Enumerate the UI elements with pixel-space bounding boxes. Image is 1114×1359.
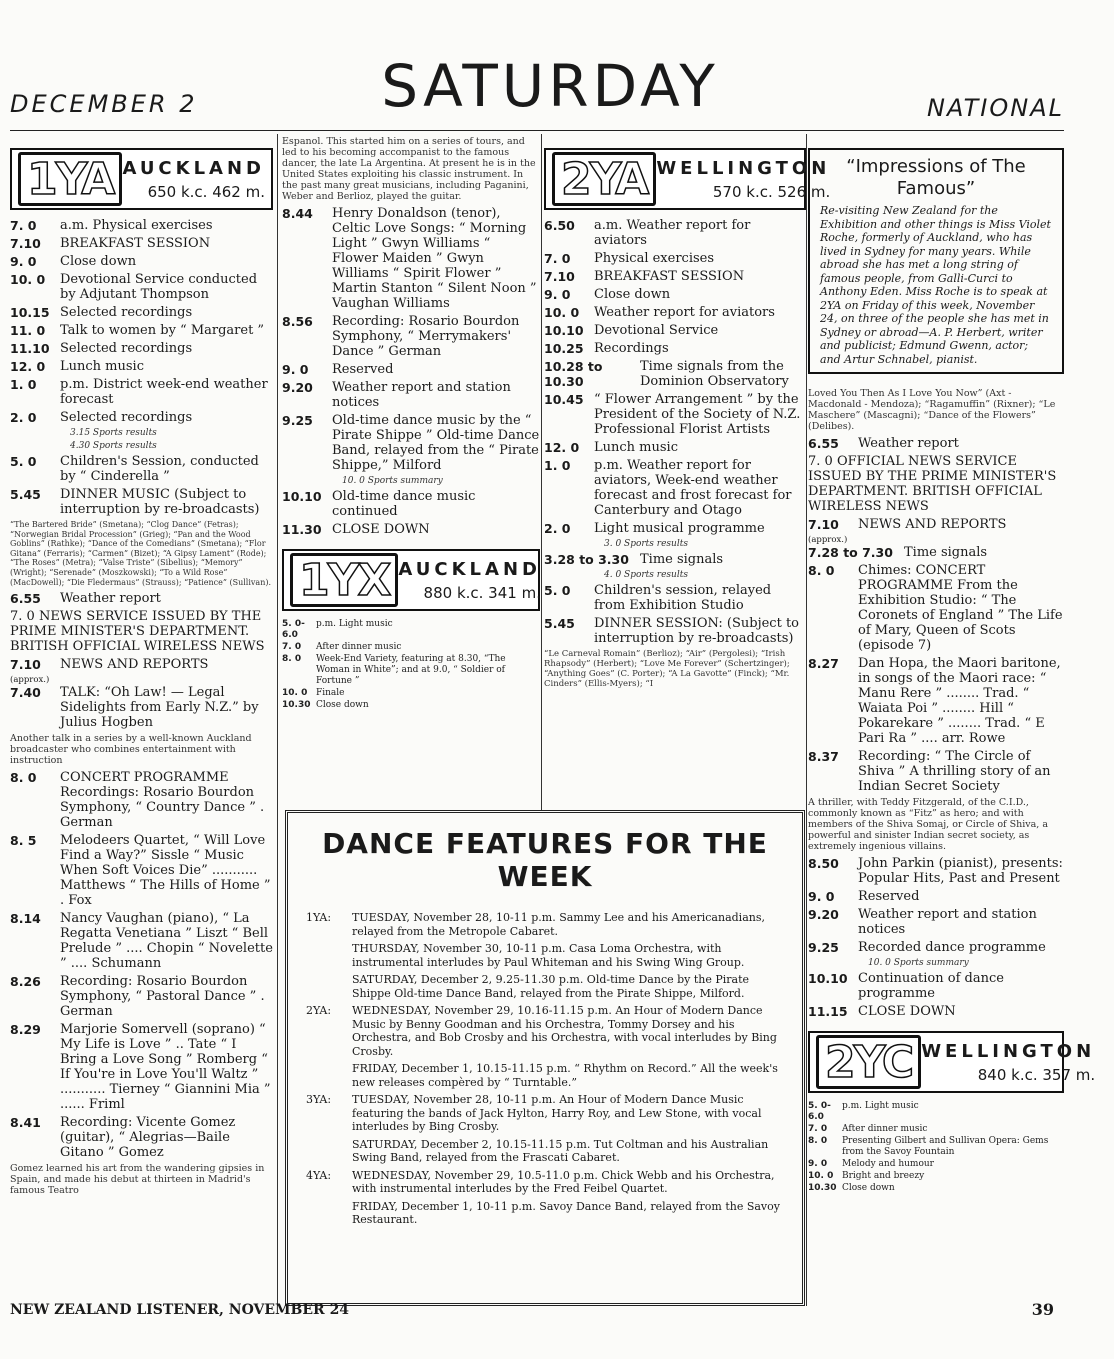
programme-item [544,616,806,646]
sub-item: 10. 0 Sports summary [868,958,969,968]
programme-description: “ Flower Arrangement ” by the President of the Society of N.Z. Professional Florist Artists [594,392,801,437]
programme-time: 9. 0 [544,287,571,302]
programme-description: Time signals from the Dominion Observatory [640,359,789,389]
programme-list [808,971,1064,1019]
programme-description: BREAKFAST SESSION [60,236,211,251]
programme-description: CONCERT PROGRAMME Recordings: Rosario Bourdon Symphony, “ Country Dance ” . German [60,770,265,831]
programme-item [282,522,540,537]
programme-description: Recording: Rosario Bourdon Symphony, “ Pastoral Dance ” . German [60,974,265,1020]
dance-description: FRIDAY, December 1, 10-11 p.m. Savoy Dance Band, relayed from the Savoy Restaurant. [352,1199,780,1226]
programme-list [282,206,540,473]
programme-item [10,1022,273,1112]
programme-description: Selected recordings [60,341,193,356]
programme-time: 2. 0 [544,521,571,536]
page-number: 39 [1031,1300,1054,1319]
programme-description: Children's Session, conducted by “ Cinderella ” [60,454,259,484]
programme-item [808,656,1064,746]
programme-description: a.m. Weather report for aviators [594,218,751,248]
dance-feature-entry [306,1062,784,1089]
programme-description: Recorded dance programme [858,940,1046,955]
programme-description: Close down [594,287,671,302]
programme-item [10,591,273,606]
dance-station [306,1138,352,1165]
programme-item [808,1124,1064,1135]
sub-item: 3. 0 Sports results [604,539,688,549]
programme-list [282,489,540,537]
programme-item [10,272,273,302]
programme-description: Close down [842,1183,895,1193]
programme-time: 1. 0 [544,458,571,473]
column-divider [277,134,278,1306]
programme-time: 5. 0-6.0 [282,619,305,640]
dance-feature-entry [306,911,784,938]
dance-description: WEDNESDAY, November 29, 10.16-11.15 p.m. An Hour of Modern Dance Music by Benny Goodman and his Orchestra, Tommy Dorsey and his Orchestra, and Bob Crosby and his Orchestra, with vocal interludes by Bing Crosby. [352,1004,777,1058]
programme-item [282,380,540,410]
programme-description: Marjorie Somervell (soprano) “ My Life is Love ” .. Tate “ I Bring a Love Song ” Romberg “ If You're in Love You'll Waltz ” ........... Tierney “ Giannini Mia ” ...... Friml [60,1022,271,1113]
programme-description: Lunch music [594,440,678,455]
dance-description: THURSDAY, November 30, 10-11 p.m. Casa Loma Orchestra, with instrumental interludes by Paul Whiteman and his Swing Wing Group. [352,942,745,969]
dance-description: SATURDAY, December 2, 9.25-11.30 p.m. Old-time Dance by the Pirate Shippe Old-time Dance Band, relayed from the Pirate Shippe, Milford. [352,973,750,1000]
dance-station [306,1200,352,1227]
programme-description: Dan Hopa, the Maori baritone, in songs of the Maori race: “ Manu Rere ” ........ Trad. “ Waiata Poi ” ........ Hill “ Pokarekare ” ........ Trad. “ E Pari Ra ” .... arr. Rowe [858,656,1061,746]
programme-time: 12. 0 [544,440,580,455]
programme-list [282,619,540,711]
programme-time: 11.10 [10,341,50,356]
programme-description: Finale [316,688,345,698]
dance-description: TUESDAY, November 28, 10-11 p.m. An Hour of Modern Dance Music featuring the bands of Jack Hylton, Harry Roy, and Lew Stone, with vocal interludes by Bing Crosby. [352,1093,762,1133]
programme-description: Melody and humour [842,1159,934,1169]
programme-item [282,654,540,687]
programme-item [808,517,1064,532]
programme-description: Devotional Service conducted by Adjutant Thompson [60,272,258,302]
dance-feature-entry [306,1200,784,1227]
dance-features-list [306,911,784,1227]
programme-item [10,487,273,517]
programme-item [808,971,1064,1001]
programme-item [10,770,273,830]
programme-item [10,218,273,233]
programme-list [10,770,273,1160]
programme-item [808,1183,1064,1194]
programme-item [544,287,806,302]
column-divider [541,134,542,810]
programme-time: 11.30 [282,522,322,537]
programme-time: 11. 0 [10,323,46,338]
station-frequency: 650 k.c. 462 m. [147,182,265,201]
programme-description: After dinner music [842,1124,928,1134]
programme-description: Lunch music [60,359,144,374]
programme-time: 12. 0 [10,359,46,374]
programme-description: NEWS AND REPORTS [858,517,1007,532]
dance-station [306,942,352,969]
programme-description: Weather report and station notices [858,907,1037,937]
programme-item [10,911,273,971]
programme-time: 8. 5 [10,833,37,849]
programme-time: 10.15 [10,305,50,320]
dance-feature-entry [306,973,784,1000]
approx-label: (approx.) [808,535,848,545]
programme-item [10,454,273,484]
sub-item: 3.15 Sports results [70,428,157,438]
programme-description: Melodeers Quartet, “ Will Love Find a Way?” Sissle “ Music When Soft Voices Die” ........... Matthews “ The Hills of Home ” . Fox [60,833,271,909]
day-heading: SATURDAY [381,52,719,120]
programme-description: a.m. Physical exercises [60,218,213,233]
station-banner-1yx [282,549,540,611]
programme-time: 5.45 [544,616,575,631]
programme-time: 6.55 [10,591,41,607]
top-rule [10,130,1064,131]
station-banner-1ya [10,148,273,210]
news-service: 7. 0 NEWS SERVICE ISSUED BY THE PRIME MINISTER'S DEPARTMENT. BRITISH OFFICIAL WIRELESS NEWS [10,609,265,655]
dance-description: TUESDAY, November 28, 10-11 p.m. Sammy Lee and his Americanadians, relayed from the Metropole Cabaret. [352,911,765,938]
programme-time: 8.41 [10,1115,41,1131]
programme-list [808,856,1064,955]
programme-time: 2. 0 [10,410,37,425]
dance-feature-entry [306,942,784,969]
programme-item [808,856,1064,886]
continued-note: Loved You Then As I Love You Now” (Axt - Macdonald - Mendoza); “Ragamuffin” (Rixner); “Le Maschere” (Mascagni); “Dance of the Flowers” (Delibes). [808,388,1056,432]
programme-list [10,591,273,606]
column-4 [808,136,1096,1195]
programme-item [808,1004,1064,1019]
programme-time: 10.45 [544,392,584,407]
programme-description: CLOSE DOWN [332,522,430,537]
programme-description: Recording: Vicente Gomez (guitar), “ Alegrias—Baile Gitano ” Gomez [60,1115,236,1161]
programme-item [10,410,273,425]
footer-publication: NEW ZEALAND LISTENER, NOVEMBER 24 [10,1302,350,1318]
programme-time: 7. 0 [282,642,302,652]
programme-time: 8.37 [808,749,839,764]
programme-description: Light musical programme [594,521,765,536]
programme-time: 5. 0 [544,583,571,598]
programme-description: CLOSE DOWN [858,1004,956,1019]
station-city: WELLINGTON [656,157,831,179]
programme-item [544,341,806,356]
programme-item [282,619,540,641]
programme-time: 7. 0 [10,218,37,233]
programme-description: Selected recordings [60,305,193,320]
programme-description: Talk to women by “ Margaret ” [60,323,265,338]
programme-time: 7. 0 [544,251,571,266]
programme-time: 10. 0 [10,272,46,287]
programme-description: Reserved [332,362,394,377]
programme-time: 8.56 [282,314,313,329]
programme-item [544,323,806,338]
programme-description: After dinner music [316,642,402,652]
column-divider [806,134,807,1306]
programme-item [808,1136,1064,1158]
programme-time: 10.10 [282,489,322,504]
programme-item [10,305,273,320]
programme-time: 10. 0 [544,305,580,320]
programme-time: 10. 0 [808,1171,834,1181]
programme-time: 7.10 [10,236,41,251]
programme-item [10,833,273,908]
programme-list [808,545,1064,794]
station-banner-2yc [808,1031,1096,1093]
programme-item [808,1171,1064,1182]
programme-item [808,1101,1064,1123]
programme-item [282,489,540,519]
dance-station: 1YA: [306,911,332,924]
programme-description: BREAKFAST SESSION [594,269,745,284]
dance-station [306,973,352,1000]
programme-time: 1. 0 [10,377,37,392]
programme-description: Recording: Rosario Bourdon Symphony, “ Merrymakers' Dance ” German [332,314,520,359]
column-2 [282,136,540,712]
station-frequency: 570 k.c. 526 m. [712,182,831,201]
programme-item [808,749,1064,794]
programme-time: 6.50 [544,218,575,233]
programme-item [544,305,806,320]
programme-time: 8.27 [808,656,839,671]
programme-description: Week-End Variety, featuring at 8.30, “The Woman in White”; and at 9.0, “ Soldier of Fortune ” [316,654,506,686]
programme-description: DINNER SESSION: (Subject to interruption by re-broadcasts) [594,616,799,646]
dance-features-title: DANCE FEATURES FOR THE WEEK [322,827,768,893]
gomez-note: Gomez learned his art from the wandering gipsies in Spain, and made his debut at thirteen in Madrid's famous Teatro [10,1163,265,1197]
programme-time: 11.15 [808,1004,848,1019]
dance-station: 4YA: [306,1168,332,1182]
programme-time: 7.28 to 7.30 [808,545,893,560]
programme-item [10,377,273,407]
programme-item [808,436,1064,451]
programme-time: 9.25 [282,413,313,428]
impressions-title: “Impressions of The Famous” [846,156,1026,199]
dinner-music-note: “Le Carneval Romain” (Berlioz); “Air” (Pergolesi); “Irish Rhapsody” (Herbert); “Love Me Forever” (Schertzinger); “Anything Goes” (C. Porter); “A La Gavotte” (Finck); “Mr. Cinders” (Ellis-Myers); “I [544,649,790,689]
dance-description: WEDNESDAY, November 29, 10.5-11.0 p.m. Chick Webb and his Orchestra, with instrumental interludes by the Fred Feibel Quartet. [352,1168,775,1195]
programme-time: 8.29 [10,1022,41,1038]
programme-item [544,359,806,389]
dance-station: 2YA: [306,1004,332,1017]
programme-time: 10.28 to 10.30 [544,359,603,389]
programme-description: Devotional Service [594,323,719,338]
programme-item [544,521,806,536]
programme-description: Children's session, relayed from Exhibition Studio [594,583,772,613]
programme-item [10,1115,273,1160]
programme-list [10,657,273,672]
programme-item [544,218,806,248]
programme-time: 8. 0 [808,563,835,578]
programme-time: 7.10 [544,269,575,284]
programme-item [808,889,1064,904]
programme-item [10,323,273,338]
news-service: 7. 0 OFFICIAL NEWS SERVICE ISSUED BY THE PRIME MINISTER'S DEPARTMENT. BRITISH OFFICIAL WIRELESS NEWS [808,454,1057,514]
approx-label: (approx.) [10,675,50,686]
programme-time: 8.50 [808,856,839,871]
station-frequency: 880 k.c. 341 m. [423,583,541,602]
programme-time: 9.25 [808,940,839,955]
column-1ya [10,136,273,1200]
programme-time: 10.10 [808,971,848,986]
sub-item: 4.30 Sports results [70,441,157,451]
talk-note: Another talk in a series by a well-known Auckland broadcaster who combines entertainment with instruction [10,733,252,767]
dance-feature-entry [306,1169,784,1196]
programme-time: 7.10 [808,517,839,532]
dance-description: FRIDAY, December 1, 10.15-11.15 p.m. “ Rhythm on Record.” All the week's new releases compèred by “ Turntable.” [352,1062,778,1089]
station-logo: 2YA [552,152,656,206]
programme-item [544,251,806,266]
dance-feature-entry [306,1093,784,1134]
station-logo: 1YA [18,152,122,206]
programme-item [808,1159,1064,1170]
programme-item [282,642,540,653]
programme-description: Weather report and station notices [332,380,511,410]
programme-time: 6.55 [808,436,839,451]
network-heading: NATIONAL [927,94,1064,122]
programme-time: 9.20 [282,380,313,395]
dance-features-box [285,810,805,1306]
programme-time: 7. 0 [808,1124,828,1134]
programme-item [544,269,806,284]
programme-time: 10.30 [282,700,311,710]
station-city: AUCKLAND [122,157,265,179]
programme-description: Time signals [904,545,988,560]
programme-description: TALK: “Oh Law! — Legal Sidelights from Early N.Z.” by Julius Hogben [60,685,259,731]
shiva-note: A thriller, with Teddy Fitzgerald, of the C.I.D., commonly known as “Fitz” as hero; and with members of the Shiva Somaj, or Circle of Shiva, a powerful and sinister Indian secret society, as extremely ingenious villains. [808,797,1048,852]
programme-list [808,1101,1064,1194]
programme-time: 9. 0 [808,1159,828,1169]
impressions-body: Re-visiting New Zealand for the Exhibition and other things is Miss Violet Roche, formerly of Auckland, who has lived in Sydney for many years. While abroad she has met a long string of famous people, from Galli-Curci to Anthony Eden. Miss Roche is to speak at 2YA on Friday of this week, November 24, on three of the people she has met in Sydney or abroad—A. P. Herbert, writer and publicist; Edmund Gwenn, actor; and Artur Schnabel, pianist. [820,204,1051,366]
programme-description: Time signals [640,552,724,567]
programme-description: Henry Donaldson (tenor), Celtic Love Songs: “ Morning Light ” Gwyn Williams “ Flower Maiden ” Gwyn Williams “ Spirit Flower ” Martin Stanton “ Silent Noon ” Vaughan Williams [332,206,537,311]
programme-item [10,974,273,1019]
programme-time: 9. 0 [10,254,37,269]
dance-feature-entry [306,1004,784,1058]
programme-time: 8.14 [10,911,41,927]
programme-item [282,362,540,377]
programme-item [282,206,540,311]
programme-description: Close down [316,700,369,710]
programme-description: NEWS AND REPORTS [60,657,209,673]
programme-time: 5. 0 [10,454,37,469]
programme-list [10,218,273,425]
programme-item [544,583,806,613]
programme-item [282,413,540,473]
programme-time: 9.20 [808,907,839,922]
programme-description: DINNER MUSIC (Subject to interruption by re-broadcasts) [60,487,260,517]
dance-station: 3YA: [306,1093,332,1106]
programme-description: Recording: “ The Circle of Shiva ” A thrilling story of an Indian Secret Society [858,749,1051,794]
programme-description: John Parkin (pianist), presents: Popular Hits, Past and Present [858,856,1063,886]
programme-time: 10.30 [808,1183,837,1193]
programme-item [544,458,806,518]
programme-item [10,657,273,672]
programme-time: 8. 0 [282,654,302,664]
station-city: AUCKLAND [398,558,541,580]
programme-description: Weather report [60,591,161,607]
programme-item [544,440,806,455]
programme-item [808,545,1064,560]
programme-item [808,563,1064,653]
programme-time: 9. 0 [282,362,309,377]
programme-description: Reserved [858,889,920,904]
station-logo: 1YX [290,553,398,607]
date-heading: DECEMBER 2 [10,90,198,118]
programme-item [282,700,540,711]
programme-list [544,583,806,646]
programme-list [544,552,806,567]
programme-description: Physical exercises [594,251,715,266]
station-city: WELLINGTON [921,1040,1096,1062]
programme-description: p.m. Weather report for aviators, Week-end weather forecast and frost forecast for Canterbury and Otago [594,458,792,518]
programme-item [10,236,273,251]
programme-list [808,436,1064,451]
programme-item [10,341,273,356]
programme-item [808,940,1064,955]
programme-item [282,688,540,699]
programme-item [10,685,273,730]
programme-description: Selected recordings [60,410,193,425]
programme-list [544,218,806,536]
programme-time: 8.26 [10,974,41,990]
programme-description: Old-time dance music continued [332,489,476,519]
programme-time: 10.10 [544,323,584,338]
programme-item [544,392,806,437]
programme-time: 7.10 [10,657,41,673]
sub-item: 4. 0 Sports results [604,570,688,580]
programme-item [808,907,1064,937]
programme-description: Weather report [858,436,959,451]
dance-feature-entry [306,1138,784,1165]
programme-item [10,359,273,374]
programme-description: Nancy Vaughan (piano), “ La Regatta Venetiana ” Liszt “ Bell Prelude ” .... Chopin “ Novelette ” .... Schumann [60,911,273,972]
programme-time: 8. 0 [10,770,37,786]
dinner-music-note: “The Bartered Bride” (Smetana); “Clog Dance” (Fetras); “Norwegian Bridal Procession” (Grieg); “Pan and the Wood Goblins” (Rathke); “Dance of the Comedians” (Smetana); “Flor Gitana” (Ferraris); “Carmen” (Bizet); “A Gipsy Lament” (Rode); “The Roses” (Metra); “Valse Triste” (Sibelius); “Memory” (Wright); “Serenade” (Moszkowski); “To a Wild Rose” (MacDowell); “Die Fledermaus” (Strauss); “Patience” (Sullivan). [10,520,272,587]
programme-list [10,685,273,730]
station-logo: 2YC [816,1035,921,1089]
programme-description: Chimes: CONCERT PROGRAMME From the Exhibition Studio: “ The Coronets of England ” The Life of Mary, Queen of Scots (episode 7) [858,563,1063,653]
sub-item: 10. 0 Sports summary [342,476,443,486]
programme-description: Bright and breezy [842,1171,925,1181]
programme-description: Weather report for aviators [594,305,775,320]
station-frequency: 840 k.c. 357 m. [977,1065,1096,1084]
programme-item [544,552,806,567]
programme-time: 9. 0 [808,889,835,904]
programme-description: p.m. District week-end weather forecast [60,377,268,407]
programme-time: 3.28 to 3.30 [544,552,629,567]
programme-time: 10. 0 [282,688,308,698]
programme-time: 8.44 [282,206,313,221]
continued-note: Espanol. This started him on a series of tours, and led to his becoming accompanist to the famous dancer, the late La Argentina. At present he is in the United States exploiting his classic instrument. In the past many great musicians, including Paganini, Weber and Berlioz, played the guitar. [282,136,536,202]
programme-description: Presenting Gilbert and Sullivan Opera: Gems from the Savoy Fountain [842,1136,1049,1157]
programme-time: 8. 0 [808,1136,828,1146]
programme-description: Close down [60,254,137,269]
programme-time: 5.45 [10,487,41,502]
programme-time: 7.40 [10,685,41,701]
programme-description: p.m. Light music [316,619,393,629]
programme-item [282,314,540,359]
station-banner-2ya [544,148,831,210]
programme-description: Recordings [594,341,669,356]
programme-list [808,517,1064,532]
dance-description: SATURDAY, December 2, 10.15-11.15 p.m. Tut Coltman and his Australian Swing Band, relayed from the Frascati Cabaret. [352,1137,769,1164]
programme-item [10,254,273,269]
programme-description: Old-time dance music by the “ Pirate Shippe ” Old-time Dance Band, relayed from the “ Pirate Shippe,” Milford [332,413,540,473]
dance-station [306,1062,352,1089]
programme-description: p.m. Light music [842,1101,919,1111]
programme-time: 10.25 [544,341,584,356]
programme-list [10,454,273,517]
impressions-box [808,148,1064,374]
programme-description: Continuation of dance programme [858,971,1004,1001]
programme-time: 5. 0-6.0 [808,1101,831,1122]
